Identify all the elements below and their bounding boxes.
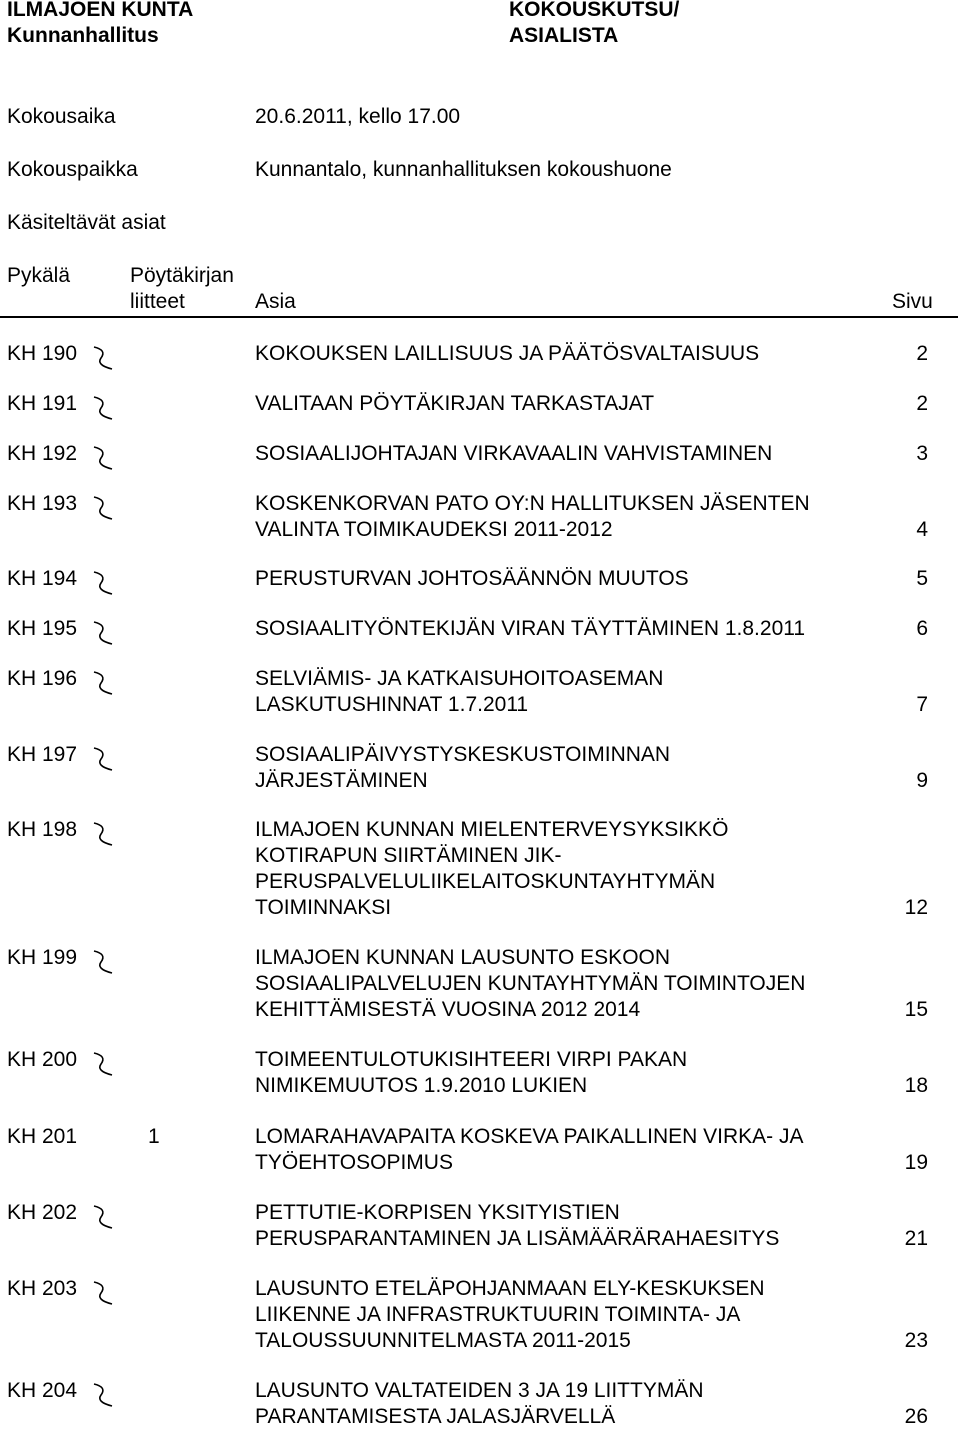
column-header-attachments-line2: liitteet — [130, 290, 185, 313]
document-subtype: ASIALISTA — [509, 24, 619, 47]
item-subject — [255, 1047, 687, 1099]
item-subject — [255, 1276, 765, 1354]
item-page-number: 23 — [904, 1329, 928, 1352]
item-subject-line: ILMAJOEN KUNNAN LAUSUNTO ESKOON — [255, 946, 671, 969]
item-page-number: 12 — [904, 896, 928, 919]
item-subject-line: TYÖEHTOSOPIMUS — [255, 1151, 453, 1174]
item-subject — [255, 1124, 804, 1176]
item-subject-line: SOSIAALIPALVELUJEN KUNTAYHTYMÄN TOIMINTOJEN — [255, 972, 806, 995]
item-subject-line: ILMAJOEN KUNNAN MIELENTERVEYSYKSIKKÖ — [255, 818, 729, 841]
meeting-time-value: 20.6.2011, kello 17.00 — [255, 105, 461, 128]
no-attachment-icon — [92, 395, 114, 421]
item-page-number: 2 — [916, 392, 928, 415]
item-subject-line: LAUSUNTO VALTATEIDEN 3 JA 19 LIITTYMÄN — [255, 1379, 704, 1402]
item-subject — [255, 1200, 779, 1252]
no-attachment-icon — [92, 670, 114, 696]
item-pykala: KH 203 — [7, 1277, 78, 1300]
item-pykala: KH 202 — [7, 1201, 78, 1224]
item-subject-line: PERUSTURVAN JOHTOSÄÄNNÖN MUUTOS — [255, 567, 689, 590]
item-subject-line: VALINTA TOIMIKAUDEKSI 2011-2012 — [255, 518, 613, 541]
item-page-number: 18 — [904, 1074, 928, 1097]
no-attachment-icon — [92, 1051, 114, 1077]
item-subject-line: TALOUSSUUNNITELMASTA 2011-2015 — [255, 1329, 631, 1352]
no-attachment-icon — [92, 949, 114, 975]
no-attachment-icon — [92, 445, 114, 471]
item-subject-line: NIMIKEMUUTOS 1.9.2010 LUKIEN — [255, 1074, 588, 1097]
item-subject-line: LASKUTUSHINNAT 1.7.2011 — [255, 693, 529, 716]
column-header-pykala: Pykälä — [7, 264, 71, 287]
no-attachment-icon — [92, 821, 114, 847]
no-attachment-icon — [92, 1382, 114, 1408]
item-page-number: 6 — [916, 617, 928, 640]
item-subject-line: KOKOUKSEN LAILLISUUS JA PÄÄTÖSVALTAISUUS — [255, 342, 760, 365]
item-subject-line: LOMARAHAVAPAITA KOSKEVA PAIKALLINEN VIRKA- JA — [255, 1125, 804, 1148]
item-subject — [255, 441, 772, 467]
item-pykala: KH 195 — [7, 617, 78, 640]
item-subject-line: SOSIAALITYÖNTEKIJÄN VIRAN TÄYTTÄMINEN 1.8.2011 — [255, 617, 806, 640]
item-page-number: 26 — [904, 1405, 928, 1428]
item-subject-line: KEHITTÄMISESTÄ VUOSINA 2012 2014 — [255, 998, 641, 1021]
item-subject-line: PERUSPARANTAMINEN JA LISÄMÄÄRÄRAHAESITYS — [255, 1227, 780, 1250]
no-attachment-icon — [92, 570, 114, 596]
item-subject-line: PARANTAMISESTA JALASJÄRVELLÄ — [255, 1405, 616, 1428]
item-subject-line: JÄRJESTÄMINEN — [255, 769, 428, 792]
item-subject-line: PERUSPALVELULIIKELAITOSKUNTAYHTYMÄN — [255, 870, 716, 893]
item-pykala: KH 204 — [7, 1379, 78, 1402]
no-attachment-icon — [92, 620, 114, 646]
column-header-attachments-line1: Pöytäkirjan — [130, 264, 234, 287]
governing-body: Kunnanhallitus — [7, 24, 159, 47]
item-subject — [255, 742, 670, 794]
header-divider — [0, 316, 958, 318]
item-pykala: KH 193 — [7, 492, 78, 515]
item-subject — [255, 1378, 704, 1430]
item-subject-line: VALITAAN PÖYTÄKIRJAN TARKASTAJAT — [255, 392, 655, 415]
item-pykala: KH 196 — [7, 667, 78, 690]
item-subject-line: SOSIAALIPÄIVYSTYSKESKUSTOIMINNAN — [255, 743, 671, 766]
column-header-subject: Asia — [255, 290, 296, 313]
item-subject-line: SELVIÄMIS- JA KATKAISUHOITOASEMAN — [255, 667, 664, 690]
no-attachment-icon — [92, 345, 114, 371]
item-subject-line: TOIMEENTULOTUKISIHTEERI VIRPI PAKAN — [255, 1048, 688, 1071]
item-pykala: KH 199 — [7, 946, 78, 969]
item-pykala: KH 191 — [7, 392, 78, 415]
meeting-place-value: Kunnantalo, kunnanhallituksen kokoushuone — [255, 158, 672, 181]
item-pykala: KH 197 — [7, 743, 78, 766]
item-page-number: 19 — [904, 1151, 928, 1174]
item-pykala: KH 194 — [7, 567, 78, 590]
item-subject-line: PETTUTIE-KORPISEN YKSITYISTIEN — [255, 1201, 620, 1224]
item-pykala: KH 198 — [7, 818, 78, 841]
item-page-number: 3 — [916, 442, 928, 465]
item-subject — [255, 616, 805, 642]
column-header-page: Sivu — [892, 290, 933, 313]
item-subject-line: TOIMINNAKSI — [255, 896, 392, 919]
item-subject — [255, 566, 689, 592]
meeting-time-label: Kokousaika — [7, 105, 116, 128]
organization-name: ILMAJOEN KUNTA — [7, 0, 194, 21]
item-page-number: 4 — [916, 518, 928, 541]
item-subject — [255, 666, 663, 718]
item-page-number: 21 — [904, 1227, 928, 1250]
no-attachment-icon — [92, 495, 114, 521]
item-page-number: 9 — [916, 769, 928, 792]
item-page-number: 5 — [916, 567, 928, 590]
item-pykala: KH 190 — [7, 342, 78, 365]
item-subject — [255, 945, 805, 1023]
item-subject-line: KOSKENKORVAN PATO OY:N HALLITUKSEN JÄSENTEN — [255, 492, 810, 515]
item-subject — [255, 341, 759, 367]
document-type: KOKOUSKUTSU/ — [509, 0, 680, 21]
item-pykala: KH 200 — [7, 1048, 78, 1071]
item-subject-line: KOTIRAPUN SIIRTÄMINEN JIK- — [255, 844, 562, 867]
item-page-number: 2 — [916, 342, 928, 365]
item-subject-line: LAUSUNTO ETELÄPOHJANMAAN ELY-KESKUKSEN — [255, 1277, 765, 1300]
items-heading: Käsiteltävät asiat — [7, 211, 166, 234]
meeting-place-label: Kokouspaikka — [7, 158, 138, 181]
no-attachment-icon — [92, 1204, 114, 1230]
item-subject-line: LIIKENNE JA INFRASTRUKTUURIN TOIMINTA- JA — [255, 1303, 741, 1326]
item-page-number: 7 — [916, 693, 928, 716]
item-attachment-number: 1 — [148, 1125, 160, 1148]
item-subject — [255, 391, 654, 417]
item-pykala: KH 201 — [7, 1125, 78, 1148]
no-attachment-icon — [92, 746, 114, 772]
item-subject — [255, 491, 810, 543]
no-attachment-icon — [92, 1280, 114, 1306]
item-subject — [255, 817, 728, 921]
item-pykala: KH 192 — [7, 442, 78, 465]
item-page-number: 15 — [904, 998, 928, 1021]
item-subject-line: SOSIAALIJOHTAJAN VIRKAVAALIN VAHVISTAMINEN — [255, 442, 773, 465]
